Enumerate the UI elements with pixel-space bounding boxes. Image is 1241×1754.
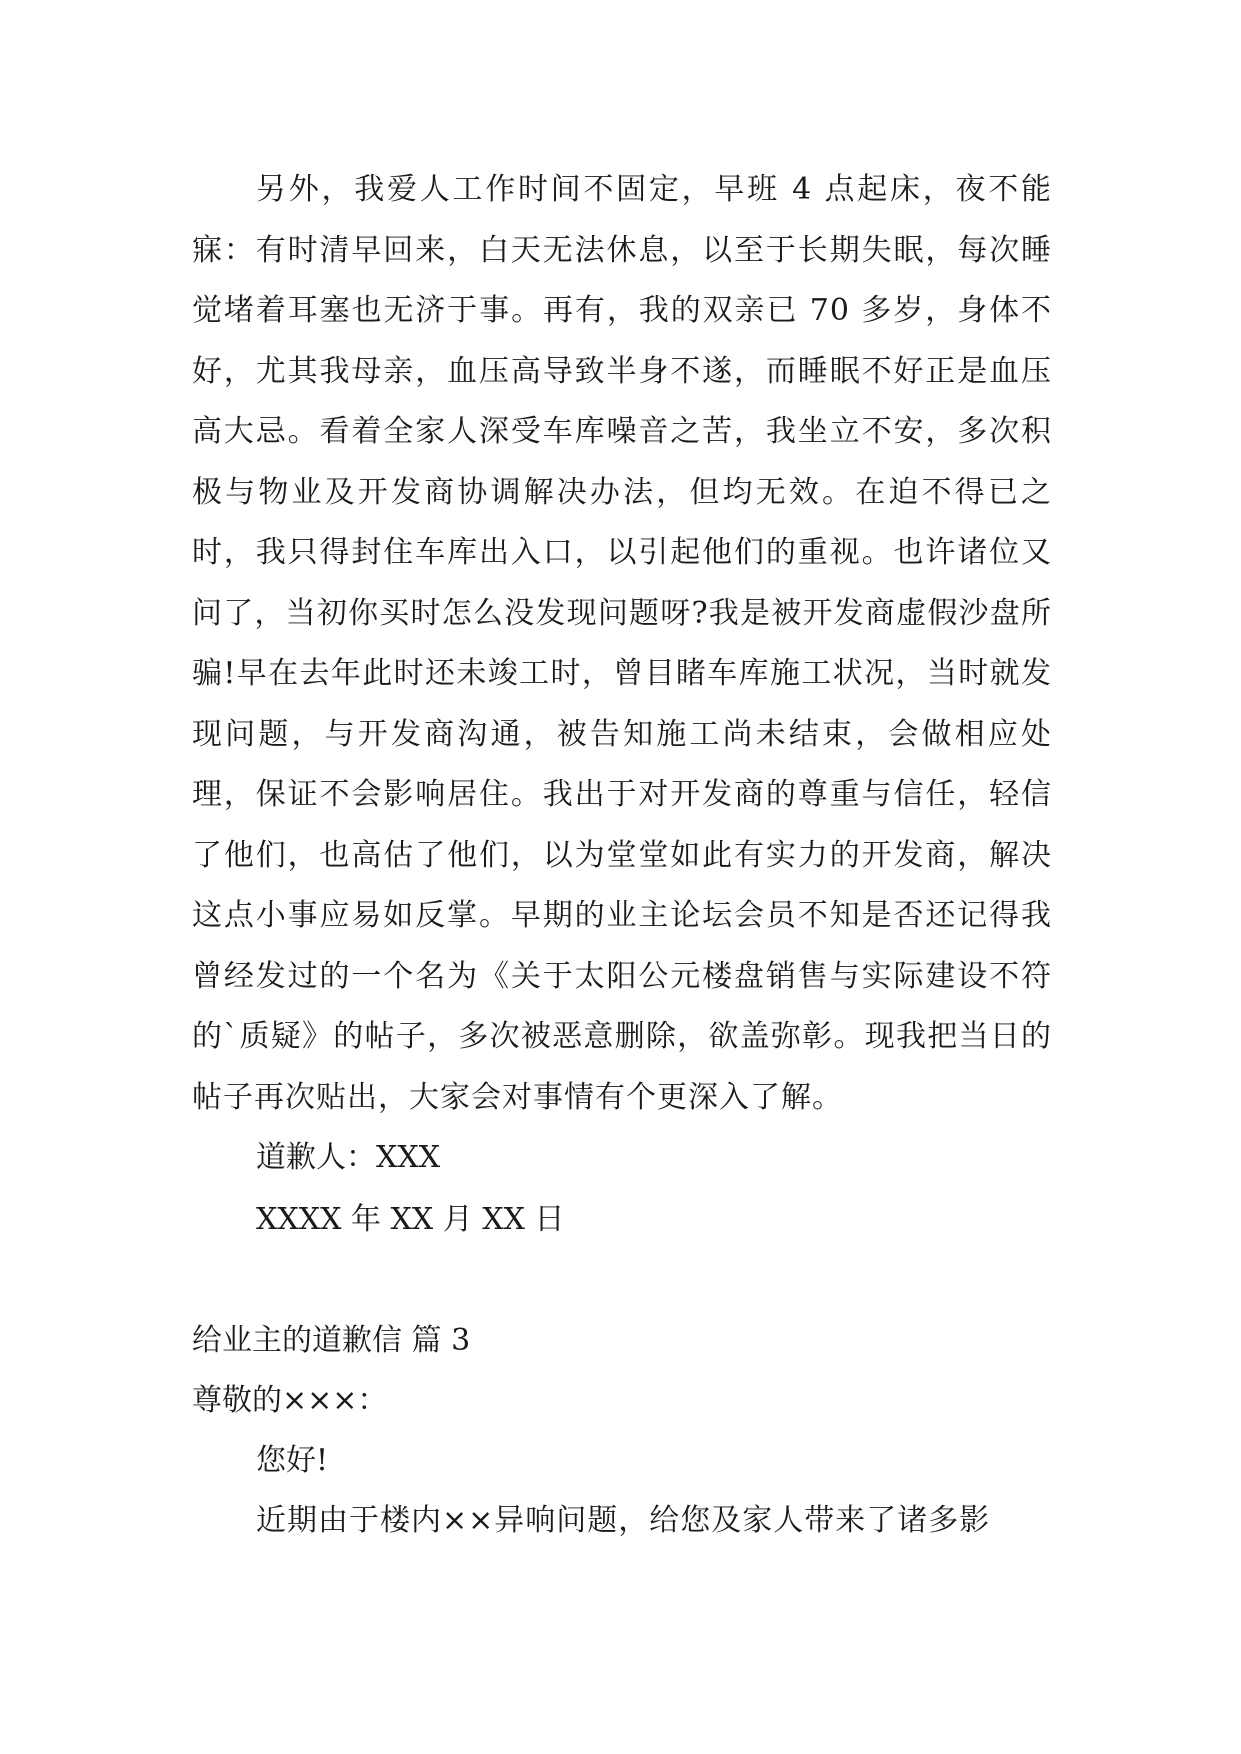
letter-salutation: 尊敬的×××：	[192, 1382, 388, 1418]
body-paragraph: 另外，我爱人工作时间不固定，早班 4 点起床，夜不能寐：有时清早回来，白天无法休息，以至于长期失眠，每次睡觉堵着耳塞也无济于事。再有，我的双亲已 70 多岁，身体不好，尤其我母亲，血压高导致半身不遂，而睡眠不好正是血压高大忌。看着全家人深受车库噪音之苦，我坐立不安，多次积极与物业及开发商协调解决办法，但均无效。在迫不得已之时，我只得封住车库出入口，以引起他们的重视。也许诸位又问了，当初你买时怎么没发现问题呀?我是被开发商虚假沙盘所骗!早在去年此时还未竣工时，曾目睹车库施工状况，当时就发现问题，与开发商沟通，被告知施工尚未结束，会做相应处理，保证不会影响居住。我出于对开发商的尊重与信任，轻信了他们，也高估了他们，以为堂堂如此有实力的开发商，解决这点小事应易如反掌。早期的业主论坛会员不知是否还记得我曾经发过的一个名为《关于太阳公元楼盘销售与实际建设不符的`质疑》的帖子，多次被恶意删除，欲盖弥彰。现我把当日的帖子再次贴出，大家会对事情有个更深入了解。	[192, 172, 1052, 1115]
body-paragraph-2: 近期由于楼内××异响问题，给您及家人带来了诸多影	[256, 1502, 991, 1538]
letter-greeting: 您好!	[256, 1442, 329, 1478]
section-spacer	[192, 1251, 1052, 1311]
section-heading: 给业主的道歉信 篇 3	[192, 1322, 471, 1358]
date-line: XXXX 年 XX 月 XX 日	[256, 1201, 565, 1237]
signer-line: 道歉人：XXX	[256, 1140, 441, 1175]
document-body	[192, 160, 1052, 1551]
